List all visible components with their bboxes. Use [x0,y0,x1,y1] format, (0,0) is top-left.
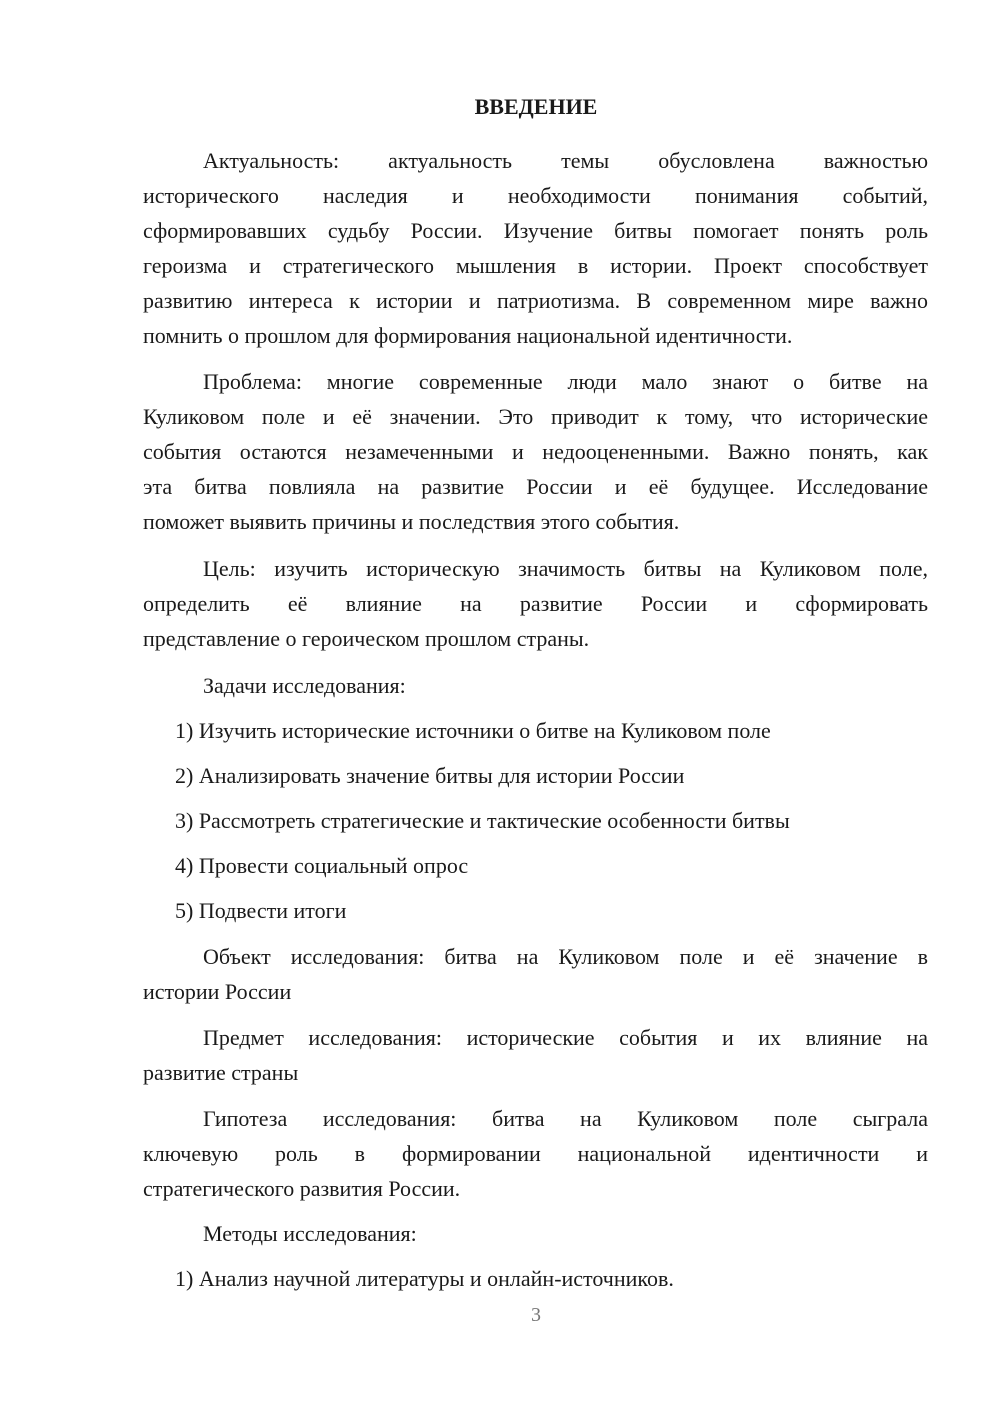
task-item: 2) Анализировать значение битвы для истории России [175,763,685,788]
text-line: ключевую роль в формировании национальной идентичности и [143,1141,928,1166]
paragraph-goal [143,551,928,656]
text-line: Цель: изучить историческую значимость битвы на Куликовом поле, [203,556,928,581]
heading-text: Методы исследования: [203,1221,417,1246]
methods-heading [143,1216,928,1251]
paragraph-problem [143,364,928,539]
text-line: представление о героическом прошлом страны. [143,626,590,651]
paragraph-object [143,939,928,1009]
heading-text: Задачи исследования: [203,673,406,698]
task-item: 4) Провести социальный опрос [175,853,469,878]
text-line: Проблема: многие современные люди мало знают о битве на [203,369,928,394]
tasks-heading [143,668,928,703]
text-line: Предмет исследования: исторические события и их влияние на [203,1025,928,1050]
text-line: Актуальность: актуальность темы обусловлена важностью [203,148,928,173]
text-line: стратегического развития России. [143,1176,461,1201]
page-title: ВВЕДЕНИЕ [474,94,598,119]
task-item: 3) Рассмотреть стратегические и тактические особенности битвы [175,808,790,833]
text-line: определить её влияние на развитие России и сформировать [143,591,928,616]
task-item: 5) Подвести итоги [175,898,347,923]
paragraph-relevance [143,143,928,353]
text-line: сформировавших судьбу России. Изучение битвы помогает понять роль [143,218,928,243]
method-item: 1) Анализ научной литературы и онлайн-источников. [175,1266,674,1291]
text-line: события остаются незамеченными и недооцененными. Важно понять, как [143,439,928,464]
task-item: 1) Изучить исторические источники о битве на Куликовом поле [175,718,771,743]
text-line: помнить о прошлом для формирования национальной идентичности. [143,323,793,348]
paragraph-hypothesis [143,1101,928,1206]
text-line: эта битва повлияла на развитие России и её будущее. Исследование [143,474,928,499]
text-line: Куликовом поле и её значении. Это приводит к тому, что исторические [143,404,928,429]
text-line: развитие страны [143,1060,299,1085]
text-line: Гипотеза исследования: битва на Куликовом поле сыграла [203,1106,928,1131]
paragraph-subject [143,1020,928,1090]
text-line: исторического наследия и необходимости понимания событий, [143,183,928,208]
text-line: развитию интереса к истории и патриотизма. В современном мире важно [143,288,928,313]
text-line: Объект исследования: битва на Куликовом поле и её значение в [203,944,928,969]
page-number: 3 [531,1304,541,1326]
text-line: героизма и стратегического мышления в истории. Проект способствует [143,253,928,278]
text-line: поможет выявить причины и последствия этого события. [143,509,680,534]
text-line: истории России [143,979,292,1004]
